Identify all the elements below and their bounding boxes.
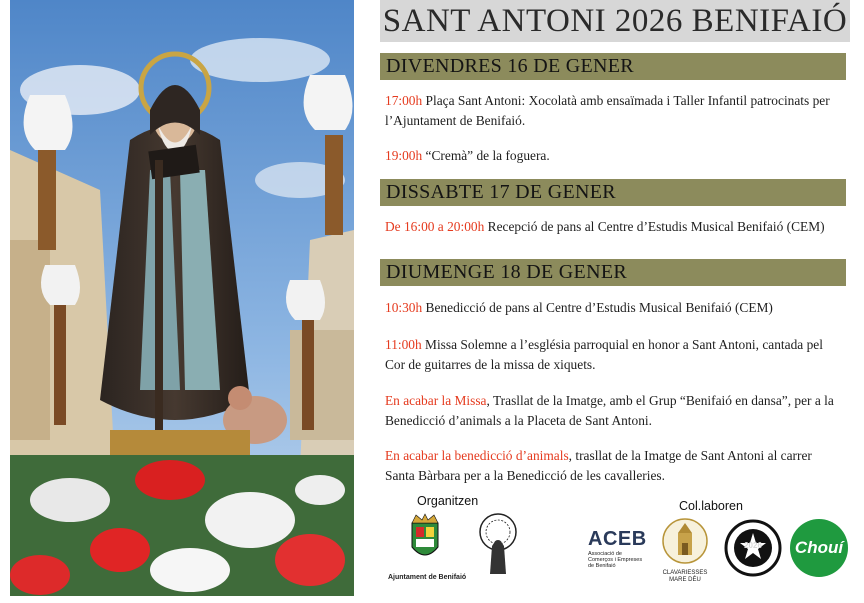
event-item: [385, 146, 843, 166]
title-bar: [380, 0, 850, 42]
divina-aurora-logo: [724, 519, 782, 577]
event-text: Recepció de pans al Centre d’Estudis Musical Benifaió (CEM): [484, 219, 825, 234]
event-item: [385, 391, 843, 431]
day-header-sunday: [380, 259, 846, 286]
event-text: Benedicció de pans al Centre d’Estudis Musical Benifaió (CEM): [422, 300, 773, 315]
day-label: DIVENDRES 16 DE GENER: [386, 55, 634, 77]
ajuntament-caption: Ajuntament de Benifaió: [388, 574, 467, 581]
day-label: DIUMENGE 18 DE GENER: [386, 261, 627, 283]
event-text: , trasllat de la Imatge de Sant Antoni al carrer Santa Bàrbara per a la Benedicció de les cavalleries.: [385, 448, 812, 483]
event-text: Missa Solemne a l’església parroquial en honor a Sant Antoni, cantada pel Cor de guitarres de la missa de xiquets.: [385, 337, 823, 372]
divina-aurora-years: 2026: [744, 541, 762, 550]
event-time: De 16:00 a 20:00h: [385, 219, 485, 234]
ajuntament-logo: [388, 513, 467, 581]
event-item: [385, 446, 843, 486]
seal-icon: [470, 510, 526, 580]
collaborators-label: Col.laboren: [679, 499, 743, 513]
organizer-seal-logo: [470, 510, 526, 580]
aceb-logo: [588, 528, 648, 574]
event-time: 19:00h: [385, 148, 423, 163]
event-time: En acabar la benedicció d’animals: [385, 448, 569, 463]
clavaresses-caption: CLAVARIESSES MARE DÉU: [662, 570, 708, 583]
event-text: “Cremà” de la foguera.: [422, 148, 550, 163]
saint-antoni-photo: [10, 0, 354, 596]
choui-name: Chouí: [794, 538, 844, 557]
aceb-caption: Associació de Comerços i Empreses de Benifaió: [588, 551, 643, 569]
event-text: Plaça Sant Antoni: Xocolatà amb ensaïmada i Taller Infantil patrocinats per l’Ajuntament de Benifaió.: [385, 93, 830, 128]
coat-of-arms-icon: [392, 513, 458, 567]
event-item: [385, 298, 843, 318]
organizers-label: Organitzen: [417, 494, 479, 508]
clavaresses-logo: [656, 517, 714, 581]
event-item: [385, 217, 843, 237]
day-header-saturday: [380, 179, 846, 206]
event-time: En acabar la Missa: [385, 393, 487, 408]
event-time: 17:00h: [385, 93, 423, 108]
church-icon: [656, 517, 714, 565]
event-item: [385, 335, 843, 375]
aceb-name: ACEB: [588, 528, 647, 550]
event-time: 11:00h: [385, 337, 422, 352]
choui-logo: [790, 519, 848, 577]
page-title: SANT ANTONI 2026 BENIFAIÓ: [382, 2, 848, 39]
day-label: DISSABTE 17 DE GENER: [386, 181, 616, 203]
event-time: 10:30h: [385, 300, 423, 315]
event-item: [385, 91, 843, 131]
event-text: , Trasllat de la Imatge, amb el Grup “Benifaió en dansa”, per a la Benedicció d’animals a la Placeta de Sant Antoni.: [385, 393, 834, 428]
day-header-friday: [380, 53, 846, 80]
